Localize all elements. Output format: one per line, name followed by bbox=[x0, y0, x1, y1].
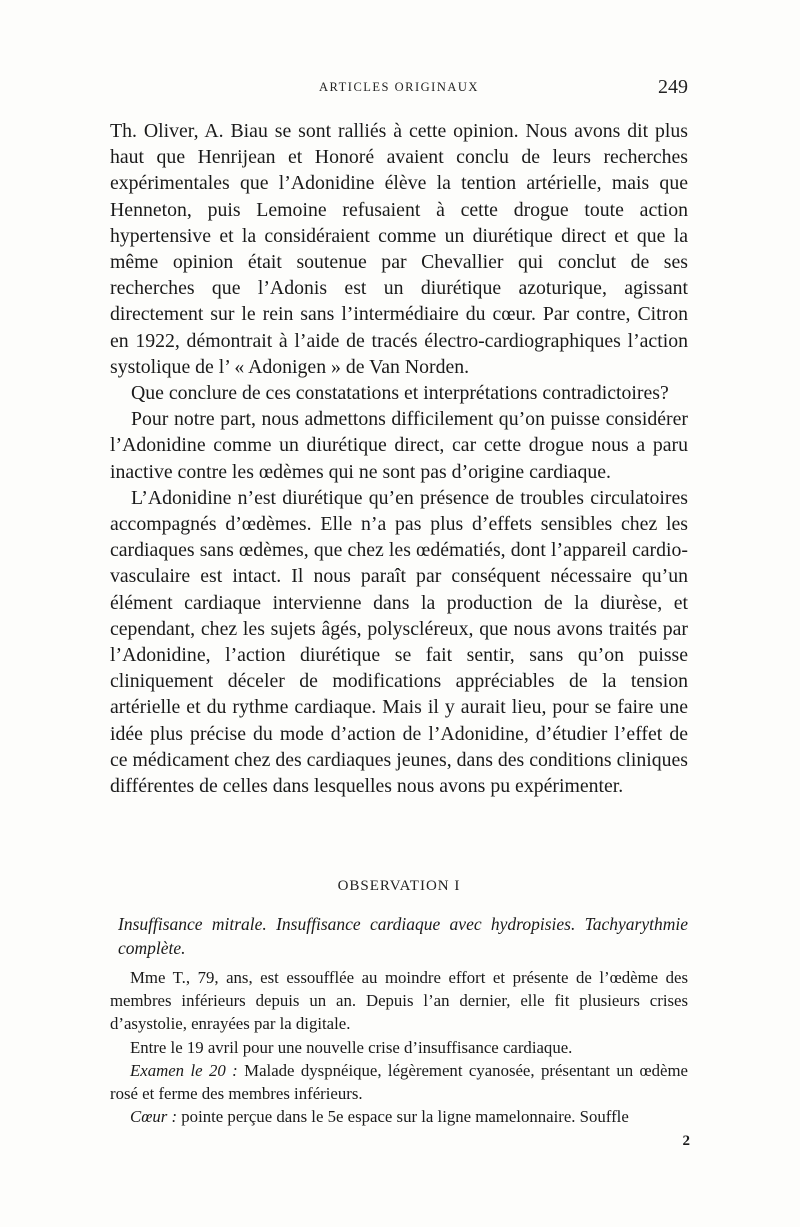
paragraph-4: L’Adonidine n’est diurétique qu’en présence de troubles circulatoires accompagnés d’œdèmes. Elle n’a pas plus d’effets sensibles chez les cardiaques sans œdèmes, que chez les œdématiés, dont l’appareil cardio-vasculaire est intact. Il nous paraît par conséquent nécessaire qu’un élément cardiaque intervienne dans la production de la diurèse, et cependant, chez les sujets âgés, polyscléreux, que nous avons traités par l’Adonidine, l’action diurétique se fait sentir, sans qu’on puisse cliniquement déceler de modifications appréciables de la tension artérielle et du rythme cardiaque. Mais il y aurait lieu, pour se faire une idée plus précise du mode d’action de l’Adonidine, d’étudier l’effet de ce médicament chez des cardiaques jeunes, dans des conditions cliniques différentes de celles dans lesquelles nous avons pu expérimenter. bbox=[110, 486, 688, 798]
paragraph-1: Th. Oliver, A. Biau se sont ralliés à cette opinion. Nous avons dit plus haut que Henrijean et Honoré avaient conclu de leurs recherches expérimentales que l’Adonidine élève la tention artérielle, mais que Henneton, puis Lemoine refusaient à cette drogue toute action hypertensive et la considéraient comme un diurétique direct et que la même opinion était soutenue par Chevallier qui conclut de ses recherches que l’Adonis est un diurétique azoturique, agissant directement sur le rein sans l’intermédiaire du cœur. Par contre, Citron en 1922, démontrait à l’aide de tracés électro-cardiographiques l’action systolique de l’ « Adonigen » de Van Norden. bbox=[110, 120, 688, 378]
page-number: 249 bbox=[658, 76, 688, 98]
observation-para-3 bbox=[110, 1059, 688, 1105]
heart-label: Cœur : bbox=[130, 1107, 178, 1127]
running-head: ARTICLES ORIGINAUX bbox=[319, 80, 479, 94]
observation-para-2: Entre le 19 avril pour une nouvelle crise d’insuffisance cardiaque. bbox=[130, 1037, 573, 1057]
page-header bbox=[110, 76, 688, 100]
main-text bbox=[110, 118, 688, 799]
observation-text bbox=[110, 966, 688, 1128]
exam-label: Examen le 20 : bbox=[130, 1060, 238, 1080]
exam-text: Malade dyspnéique, légèrement cyanosée, présentant un œdème rosé et ferme des membres inférieurs. bbox=[110, 1060, 689, 1104]
observation-para-1: Mme T., 79, ans, est essoufflée au moindre effort et présente de l’œdème des membres inférieurs depuis un an. Depuis l’an dernier, elle fit plusieurs crises d’asystolie, enrayées par la digitale. bbox=[110, 968, 688, 1034]
paragraph-3: Pour notre part, nous admettons difficilement qu’on puisse considérer l’Adonidine comme un diurétique direct, car cette drogue nous a paru inactive contre les œdèmes qui ne sont pas d’origine cardiaque. bbox=[110, 408, 688, 483]
observation-subtitle: Insuffisance mitrale. Insuffisance cardiaque avec hydropisies. Tachyarythmie complète. bbox=[118, 914, 688, 958]
heart-text: pointe perçue dans le 5e espace sur la ligne mamelonnaire. Souffle bbox=[177, 1107, 629, 1127]
observation-para-4 bbox=[110, 1105, 688, 1128]
observation-title: OBSERVATION I bbox=[337, 878, 461, 894]
signature-mark: 2 bbox=[682, 1133, 690, 1149]
paragraph-2: Que conclure de ces constatations et interprétations contradictoires? bbox=[131, 382, 669, 405]
